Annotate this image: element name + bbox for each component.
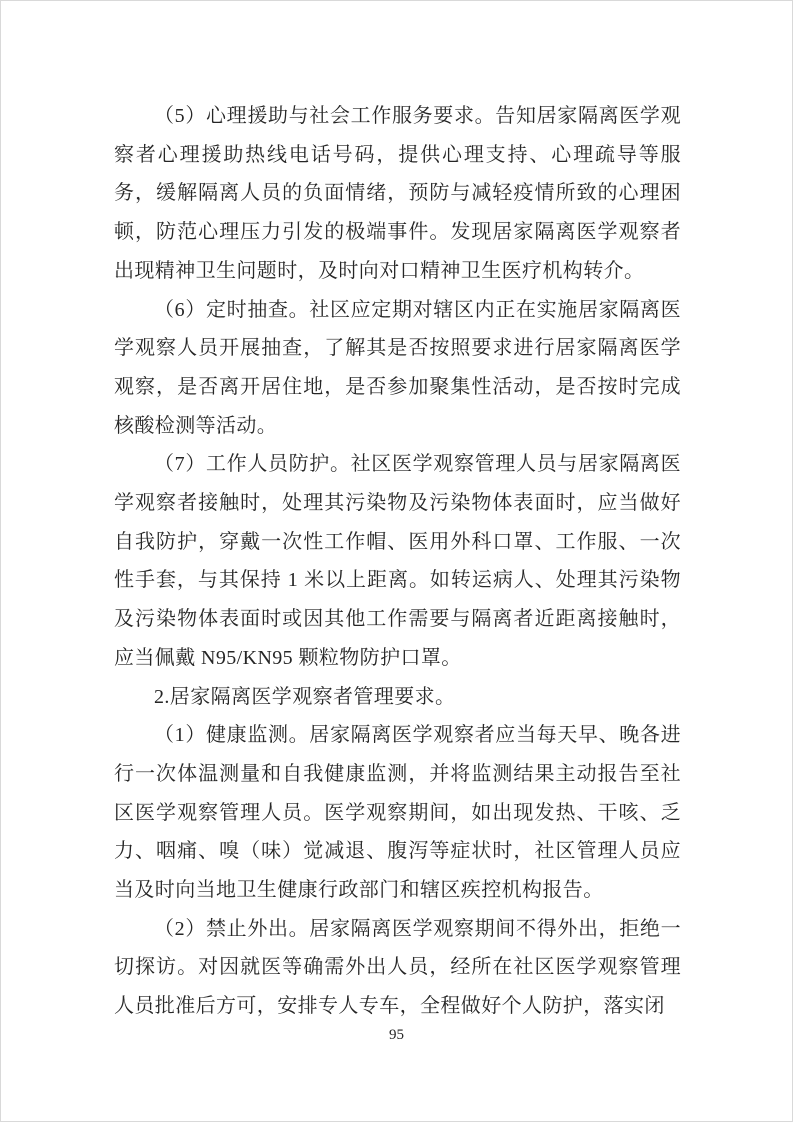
page-number: 95 (389, 1027, 404, 1043)
paragraph-health-monitoring: （1）健康监测。居家隔离医学观察者应当每天早、晚各进行一次体温测量和自我健康监测，并将监测结果主动报告至社区医学观察管理人员。医学观察期间，如出现发热、干咳、乏力、咽痛、嗅（味）觉减退、腹泻等症状时，社区管理人员应当及时向当地卫生健康行政部门和辖区疾控机构报告。 (114, 724, 681, 902)
paragraph-no-going-out: （2）禁止外出。居家隔离医学观察期间不得外出，拒绝一切探访。对因就医等确需外出人员，经所在社区医学观察管理人员批准后方可，安排专人专车，全程做好个人防护，落实闭 (114, 917, 681, 1018)
paragraph-staff-protection: （7）工作人员防护。社区医学观察管理人员与居家隔离医学观察者接触时，处理其污染物及污染物体表面时，应当做好自我防护，穿戴一次性工作帽、医用外科口罩、工作服、一次性手套，与其保持 1 米以上距离。如转运病人、处理其污染物及污染物体表面时或因其他工作需要与隔离者近距离接触时，应当佩戴 N95/KN95 颗粒物防护口罩。 (114, 453, 681, 669)
paragraph-psych-support-requirements: （5）心理援助与社会工作服务要求。告知居家隔离医学观察者心理援助热线电话号码，提供心理支持、心理疏导等服务，缓解隔离人员的负面情绪，预防与减轻疫情所致的心理困顿，防范心理压力引发的极端事件。发现居家隔离医学观察者出现精神卫生问题时，及时向对口精神卫生医疗机构转介。 (114, 105, 681, 282)
document-body (114, 97, 681, 1026)
paragraph-scheduled-spot-checks: （6）定时抽查。社区应定期对辖区内正在实施居家隔离医学观察人员开展抽查，了解其是否按照要求进行居家隔离医学观察，是否离开居住地，是否参加聚集性活动，是否按时完成核酸检测等活动。 (114, 298, 681, 437)
section-heading-observer-management: 2.居家隔离医学观察者管理要求。 (154, 685, 456, 708)
